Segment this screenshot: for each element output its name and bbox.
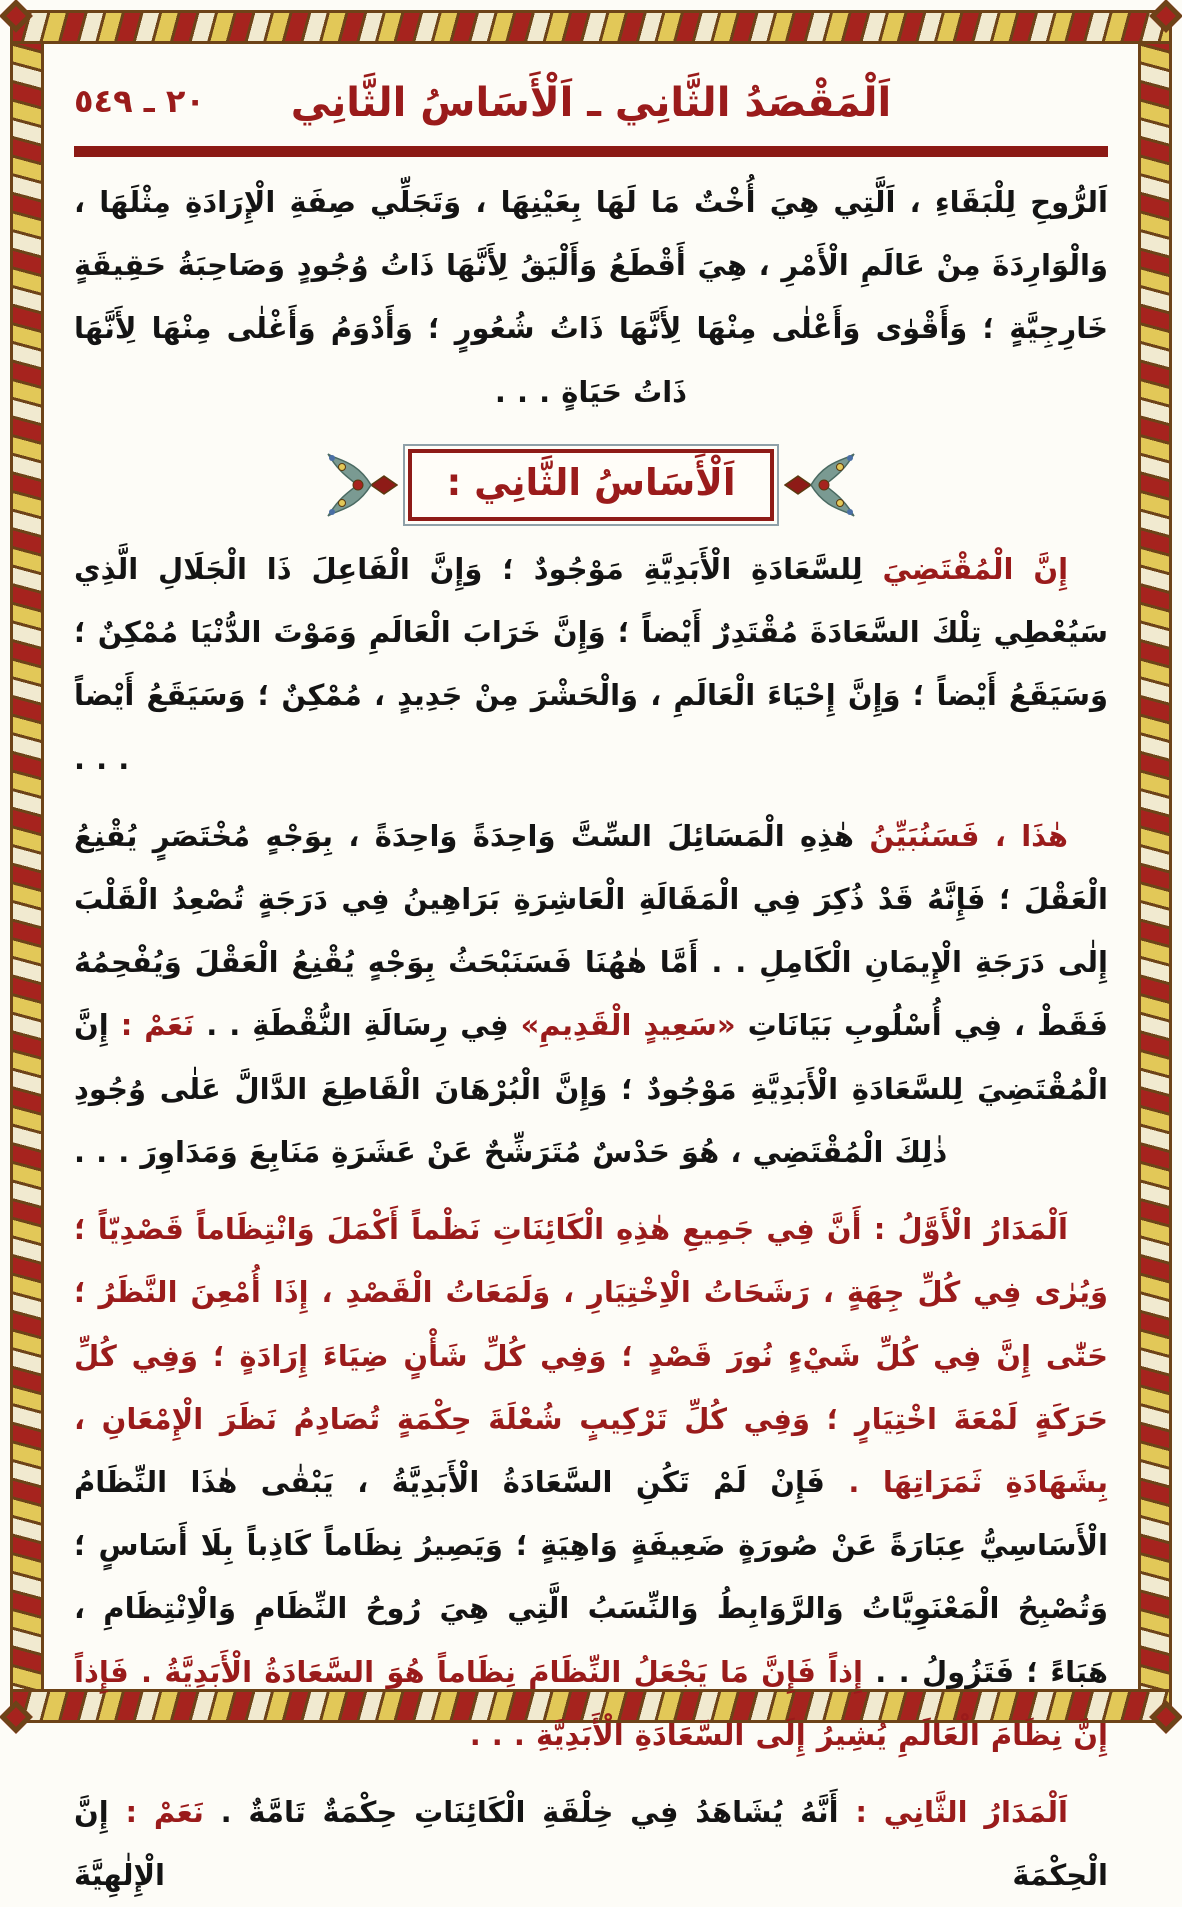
page-header xyxy=(74,72,1108,134)
text-segment: أَنَّهُ يُشَاهَدُ فِي خِلْقَةِ الْكَائِنَاتِ حِكْمَةٌ تَامَّةٌ . xyxy=(203,1795,839,1830)
text-segment: هٰذَا ، فَسَنُبَيِّنُ xyxy=(854,818,1069,853)
text-segment: نَعَمْ : xyxy=(125,1795,204,1830)
paragraph xyxy=(74,805,1108,1184)
page-title: اَلْمَقْصَدُ الثَّانِي ـ اَلْأَسَاسُ الثَّانِي xyxy=(290,80,892,126)
text-segment: اَلرُّوحِ لِلْبَقَاءِ ، اَلَّتِي هِيَ أُخْتٌ مَا لَهَا بِعَيْنِهَا ، وَتَجَلِّي صِفَةِ الْإِرَادَةِ مِثْلَهَا ، وَالْوَارِدَةَ مِنْ عَالَمِ الْأَمْرِ ، هِيَ أَقْطَعُ وَأَلْيَقُ لِأَنَّهَا ذَاتُ وُجُودٍ وَصَاحِبَةُ حَقِيقَةٍ خَارِجِيَّةٍ ؛ وَأَقْوٰى وَأَعْلٰى مِنْهَا لِأَنَّهَا ذَاتُ شُعُورٍ ؛ وَأَدْوَمُ وَأَغْلٰى مِنْهَا لِأَنَّهَا ذَاتُ حَيَاةٍ . . . xyxy=(74,185,1108,409)
paragraph xyxy=(74,538,1108,791)
text-segment: إِذاً فَإِنَّ مَا يَجْعَلُ النِّظَامَ نِظَاماً هُوَ السَّعَادَةُ الْأَبَدِيَّةُ . فَإِذاً إِنَّ نِظَامَ الْعَالَمِ يُشِيرُ إِلَى السَّعَادَةِ الْأَبَدِيَّةِ . . . xyxy=(74,1654,1108,1752)
floral-ornament-left-icon xyxy=(784,452,856,518)
text-segment: «سَعِيدٍ الْقَدِيمِ» xyxy=(520,1008,736,1043)
frame-top-border xyxy=(10,10,1172,44)
text-segment: لِلسَّعَادَةِ الْأَبَدِيَّةِ مَوْجُودٌ ؛ وَإِنَّ الْفَاعِلَ ذَا الْجَلَالِ الَّذِي سَيُعْطِي تِلْكَ السَّعَادَةَ مُقْتَدِرٌ أَيْضاً ؛ وَإِنَّ خَرَابَ الْعَالَمِ وَمَوْتَ الدُّنْيَا مُمْكِنٌ ؛ وَسَيَقَعُ أَيْضاً ؛ وَإِنَّ إِحْيَاءَ الْعَالَمِ ، وَالْحَشْرَ مِنْ جَدِيدٍ ، مُمْكِنٌ ؛ وَسَيَقَعُ أَيْضاً . . . xyxy=(74,551,1108,776)
paragraph xyxy=(74,171,1108,424)
section-banner-title: اَلْأَسَاسُ الثَّانِي : xyxy=(408,449,773,521)
text-segment: هٰذِهِ الْمَسَائِلَ السِّتَّ وَاحِدَةً وَاحِدَةً ، بِوَجْهٍ مُخْتَصَرٍ يُقْنِعُ الْعَقْلَ ؛ فَإِنَّهُ قَدْ ذُكِرَ فِي الْمَقَالَةِ الْعَاشِرَةِ بَرَاهِينُ فِي دَرَجَةٍ تُصْعِدُ الْقَلْبَ إِلٰى دَرَجَةِ الْإِيمَانِ الْكَامِلِ . . أَمَّا هٰهُنَا فَسَنَبْحَثُ بِوَجْهٍ يُقْنِعُ الْعَقْلَ وَيُفْحِمُهُ فَقَطْ ، فِي أُسْلُوبِ بَيَانَاتِ xyxy=(74,818,1108,1043)
page-content xyxy=(74,72,1109,1893)
text-segment: فَإِنْ لَمْ تَكُنِ السَّعَادَةُ الْأَبَدِيَّةُ ، يَبْقٰى هٰذَا النِّظَامُ الْأَسَاسِيُّ عِبَارَةً عَنْ صُورَةٍ ضَعِيفَةٍ وَاهِيَةٍ ؛ وَيَصِيرُ نِظَاماً كَاذِباً بِلَا أَسَاسٍ ؛ وَتُصْبِحُ الْمَعْنَوِيَّاتُ وَالرَّوَابِطُ وَالنِّسَبُ الَّتِي هِيَ رُوحُ النِّظَامِ وَالْاِنْتِظَامِ ، هَبَاءً ؛ فَتَزُولُ . . xyxy=(74,1464,1109,1689)
floral-ornament-right-icon xyxy=(326,452,398,518)
paragraph xyxy=(74,1198,1108,1767)
frame-right-border xyxy=(1138,10,1172,1723)
paragraph xyxy=(74,1781,1108,1907)
text-segment: فِي رِسَالَةِ النُّقْطَةِ . . xyxy=(194,1008,521,1043)
text-segment: إِنَّ الْحِكْمَةَ الْإِلٰهِيَّةَ xyxy=(74,1795,1108,1893)
text-segment: اَلْمَدَارُ الثَّانِي : xyxy=(838,1795,1068,1830)
text-segment: إِنَّ الْمُقْتَضِيَ xyxy=(862,551,1069,586)
text-segment: نَعَمْ : xyxy=(120,1008,195,1043)
section-banner xyxy=(74,446,1108,524)
frame-left-border xyxy=(10,10,44,1723)
text-segment: إِنَّ الْمُقْتَضِيَ لِلسَّعَادَةِ الْأَبَدِيَّةِ مَوْجُودٌ ؛ وَإِنَّ الْبُرْهَانَ الْقَاطِعَ الدَّالَّ عَلٰى وُجُودِ ذٰلِكَ الْمُقْتَضِي ، هُوَ حَدْسٌ مُتَرَشِّحٌ عَنْ عَشَرَةِ مَنَابِعَ وَمَدَاوِرَ . . . xyxy=(74,1008,1108,1169)
text-segment: اَلْمَدَارُ الْأَوَّلُ : أَنَّ فِي جَمِيعِ هٰذِهِ الْكَائِنَاتِ نَظْماً أَكْمَلَ وَانْتِظَاماً قَصْدِيّاً ؛ وَيُرٰى فِي كُلِّ جِهَةٍ ، رَشَحَاتُ الْاِخْتِيَارِ ، وَلَمَعَاتُ الْقَصْدِ ، إِذَا أُمْعِنَ النَّظَرُ ؛ حَتّٰى إِنَّ فِي كُلِّ شَيْءٍ نُورَ قَصْدٍ ؛ وَفِي كُلِّ شَأْنٍ ضِيَاءَ إِرَادَةٍ ؛ وَفِي كُلِّ حَرَكَةٍ لَمْعَةَ اخْتِيَارٍ ؛ وَفِي كُلِّ تَرْكِيبٍ شُعْلَةَ حِكْمَةٍ تُصَادِمُ نَظَرَ الْإِمْعَانِ ، بِشَهَادَةِ ثَمَرَاتِهَا . xyxy=(74,1212,1108,1499)
header-rule xyxy=(74,146,1108,157)
page-number: ٢٠ ـ ٥٤٩ xyxy=(74,82,205,120)
